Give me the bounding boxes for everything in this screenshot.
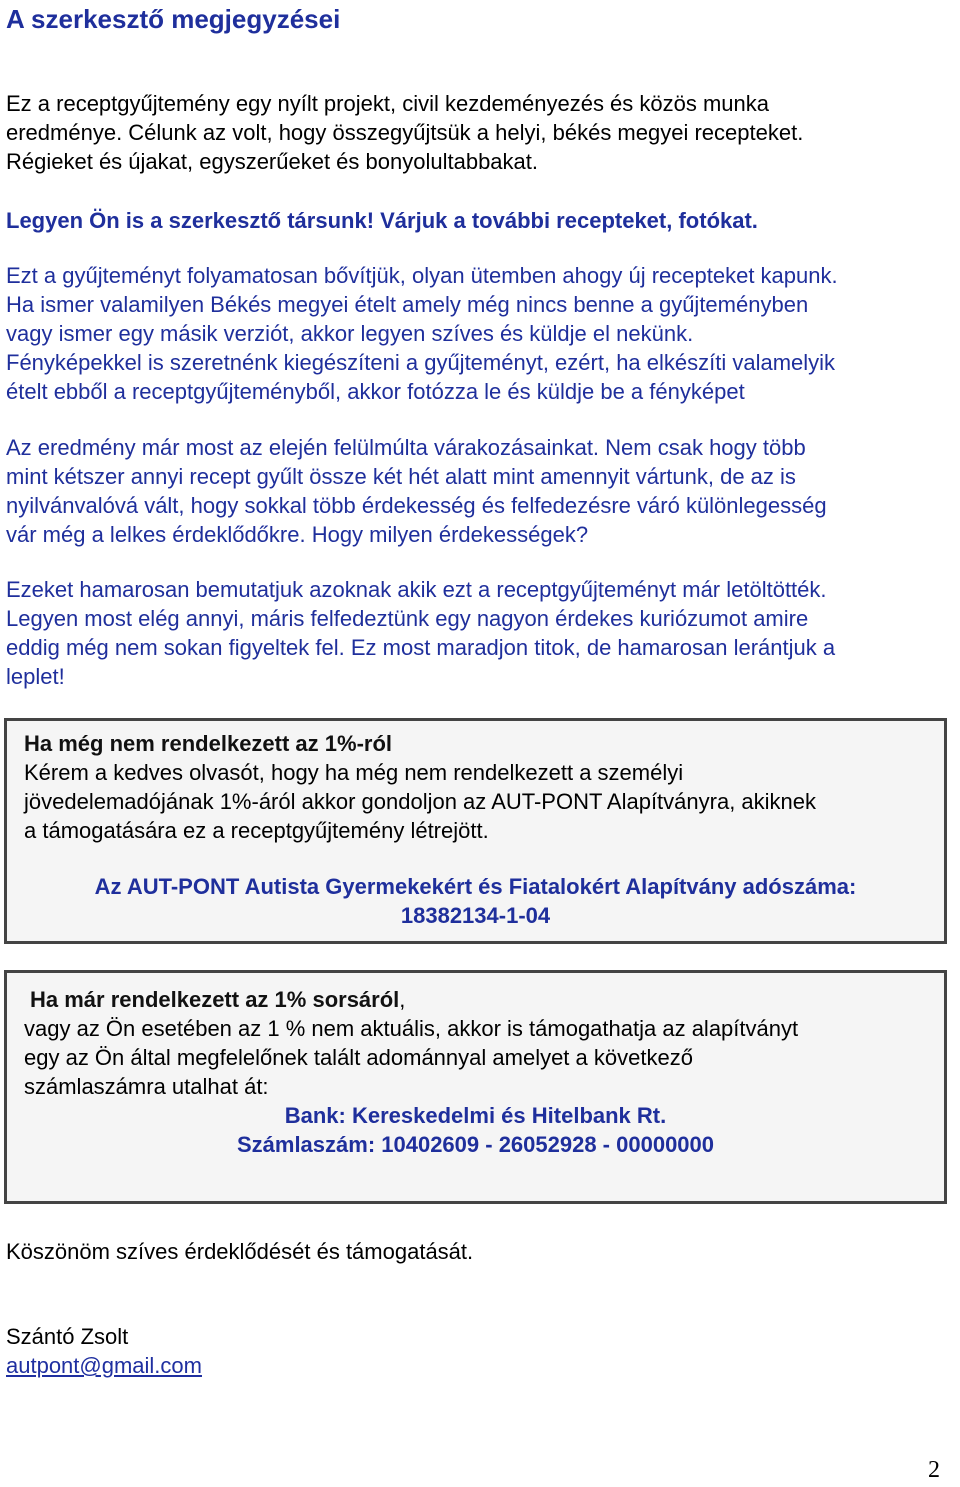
box-body (24, 758, 934, 845)
thanks-text: Köszönöm szíves érdeklődését és támogatását. (6, 1239, 474, 1264)
page-title: A szerkesztő megjegyzései (6, 4, 341, 34)
donation-box (4, 970, 947, 1204)
box-heading: Ha már rendelkezett az 1% sorsáról (30, 987, 400, 1012)
email-link[interactable]: autpont@gmail.com (6, 1353, 202, 1378)
text-line: vár még a lelkes érdeklődőkre. Hogy milyen érdekességek? (6, 522, 589, 547)
intro-paragraph (6, 89, 956, 176)
text-line: Az eredmény már most az elején felülmúlta várakozásainkat. Nem csak hogy több (6, 435, 806, 460)
tax-id-label: Az AUT-PONT Autista Gyermekekért és Fiatalokért Alapítvány adószáma: (94, 874, 857, 899)
signature-name: Szántó Zsolt (6, 1324, 129, 1349)
bank-name: Bank: Kereskedelmi és Hitelbank Rt. (284, 1103, 667, 1128)
box-body (24, 1014, 934, 1101)
text-line: ételt ebből a receptgyűjteményből, akkor fotózza le és küldje be a fényképet (6, 379, 745, 404)
box-heading: Ha még nem rendelkezett az 1%-ról (24, 731, 393, 756)
text-line: eddig még nem sokan figyeltek fel. Ez most maradjon titok, de hamarosan lerántjuk a (6, 635, 836, 660)
soon-paragraph (6, 575, 956, 691)
one-percent-box (4, 718, 947, 944)
text-line: a támogatására ez a receptgyűjtemény létrejött. (24, 818, 489, 843)
text-line: jövedelemadójának 1%-áról akkor gondoljon az AUT-PONT Alapítványra, akiknek (24, 789, 817, 814)
text-line: egy az Ön által megfelelőnek talált adománnyal amelyet a következő (24, 1045, 693, 1070)
text-line: Ez a receptgyűjtemény egy nyílt projekt, civil kezdeményezés és közös munka (6, 91, 770, 116)
text-line: vagy az Ön esetében az 1 % nem aktuális, akkor is támogathatja az alapítványt (24, 1016, 799, 1041)
text-line: Fényképekkel is szeretnénk kiegészíteni a gyűjteményt, ezért, ha elkészíti valamelyik (6, 350, 836, 375)
text-line: Ezt a gyűjteményt folyamatosan bővítjük, olyan ütemben ahogy új recepteket kapunk. (6, 263, 838, 288)
text-line: Kérem a kedves olvasót, hogy ha még nem rendelkezett a személyi (24, 760, 684, 785)
text-line: leplet! (6, 664, 65, 689)
box-heading-line (30, 985, 940, 1014)
result-paragraph (6, 433, 956, 549)
callout-text: Legyen Ön is a szerkesztő társunk! Várjuk a további recepteket, fotókat. (6, 208, 758, 233)
text-line: számlaszámra utalhat át: (24, 1074, 269, 1099)
page-number: 2 (928, 1457, 940, 1483)
text-line: Ha ismer valamilyen Békés megyei ételt amely még nincs benne a gyűjteményben (6, 292, 809, 317)
tax-id-number: 18382134-1-04 (400, 903, 551, 928)
text-line: Ezeket hamarosan bemutatjuk azoknak akik ezt a receptgyűjteményt már letöltötték. (6, 577, 827, 602)
text-line: vagy ismer egy másik verziót, akkor legyen szíves és küldje el nekünk. (6, 321, 694, 346)
heading-suffix: , (399, 987, 406, 1012)
text-line: Legyen most elég annyi, máris felfedeztünk egy nagyon érdekes kuriózumot amire (6, 606, 809, 631)
text-line: nyilvánvalóvá vált, hogy sokkal több érdekesség és felfedezésre váró különlegesség (6, 493, 827, 518)
signature-email-wrap (6, 1351, 202, 1380)
text-line: mint kétszer annyi recept gyűlt össze két hét alatt mint amennyit vártunk, de az is (6, 464, 796, 489)
text-line: Régieket és újakat, egyszerűeket és bonyolultabbakat. (6, 149, 538, 174)
account-number: Számlaszám: 10402609 - 26052928 - 00000000 (236, 1132, 715, 1157)
expand-paragraph (6, 261, 956, 406)
text-line: eredménye. Célunk az volt, hogy összegyűjtsük a helyi, békés megyei recepteket. (6, 120, 804, 145)
